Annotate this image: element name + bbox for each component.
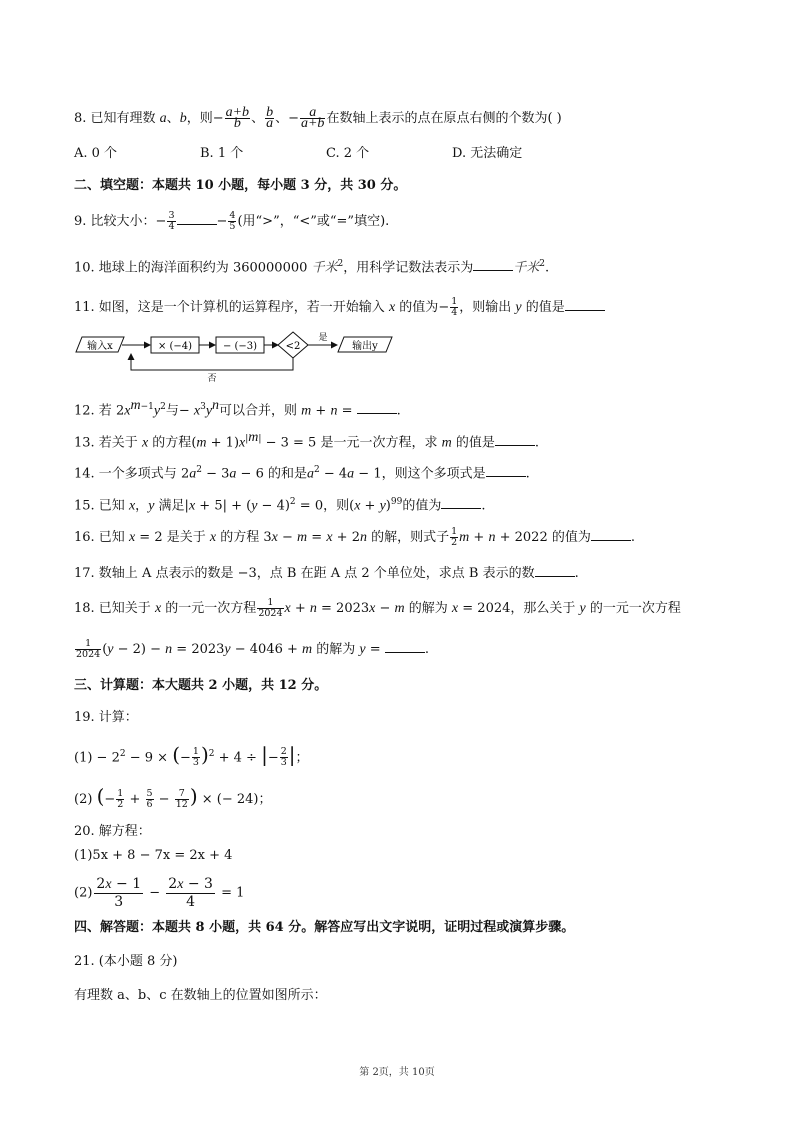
option-d: D. 无法确定 bbox=[452, 146, 523, 161]
question-19-part-2: (2) (− $\frac{1}{2}$ + $\frac{5}{6}$ − $\frac{7}{12}$ ) × (− 24)； bbox=[74, 784, 272, 810]
question-13: 13. 若关于 x 的方程$(m + 1)x^{|m|} - 3 = 5$ 是一元一次方程，求 m 的值是 . bbox=[74, 430, 539, 451]
output-label: 输出y bbox=[352, 341, 378, 352]
question-18-line-1: 18. 已知关于 x 的一元一次方程 $\frac{1}{2024}$ x + n = 2023x − m 的解为 x = 2024，那么关于 y 的一元一次方程 bbox=[74, 597, 681, 619]
question-19-title: 19. 计算： bbox=[74, 710, 138, 725]
question-15: 15. 已知 x，y 满足$|x + 5| + (y - 4)^2 = 0$，则$(x + y)^{99}$的值为 . bbox=[74, 492, 485, 516]
multiply-label: × (−4) bbox=[157, 341, 193, 352]
question-10: 10. 地球上的海洋面积约为 360000000 千米$^2$，用科学记数法表示为 千米$^2$. bbox=[74, 254, 549, 278]
option-a: A. 0 个 bbox=[74, 146, 118, 161]
section-4-heading: 四、解答题：本题共 8 小题，共 64 分。解答应写出文字说明，证明过程或演算步骤。 bbox=[74, 920, 575, 935]
question-14: 14. 一个多项式与 $2a^2 - 3a - 6$ 的和是$a^2 - 4a - 1$，则这个多项式是 . bbox=[74, 460, 530, 484]
question-20-part-1: (1)5x + 8 − 7x = 2x + 4 bbox=[74, 848, 233, 863]
question-21-title: 21. (本小题 8 分) bbox=[74, 954, 178, 969]
option-c: C. 2 个 bbox=[326, 146, 370, 161]
subtract-label: − (−3) bbox=[222, 341, 258, 352]
question-20-title: 20. 解方程： bbox=[74, 824, 151, 839]
question-20-part-2: (2) $\frac{2x - 1}{3}$ − $\frac{2x - 3}{4}$ = 1 bbox=[74, 876, 245, 910]
question-21-text: 有理数 a、b、c 在数轴上的位置如图所示： bbox=[74, 988, 327, 1003]
question-11: 11. 如图，这是一个计算机的运算程序，若一开始输入 x 的值为− $\frac{1}{4}$ ，则输出 y 的值是 bbox=[74, 296, 605, 318]
question-9: 9. 比较大小：− $\frac{3}{4}$ − $\frac{4}{5}$ (用“>”，“<”或“=”填空). bbox=[74, 210, 390, 232]
page-footer: 第 2页，共 10页 bbox=[359, 1067, 435, 1078]
question-16: 16. 已知 x = 2 是关于 x 的方程 3x − m = x + 2n 的解，则式子 $\frac{1}{2}$ m + n + 2022 的值为 . bbox=[74, 526, 635, 548]
question-12: 12. 若 $2x^{m-1}y^2$与− $x^3y^n$可以合并，则 m + n = . bbox=[74, 398, 401, 419]
input-label: 输入x bbox=[87, 341, 113, 352]
no-label: 否 bbox=[207, 374, 217, 384]
question-18-line-2: $\frac{1}{2024}$ (y − 2) − n = 2023y − 4046 + m 的解为 y = . bbox=[76, 638, 429, 660]
program-flowchart bbox=[74, 328, 404, 386]
yes-label: 是 bbox=[318, 333, 328, 343]
question-19-part-1: $(1) - 2^2 - 9$ × (− $\frac{1}{3}$ )$^2$ + 4 ÷ |− $\frac{2}{3}$ |； bbox=[74, 742, 309, 769]
condition-label: <2 bbox=[285, 341, 301, 352]
option-b: B. 1 个 bbox=[200, 146, 244, 161]
question-8: 8. 已知有理数 a、b，则− $\frac{a+b}{b}$ 、 $\frac{b}{a}$ 、− $\frac{a}{a+b}$ 在数轴上表示的点在原点右侧的个数为( ) bbox=[74, 105, 562, 131]
question-17: 17. 数轴上 A 点表示的数是 −3，点 B 在距 A 点 2 个单位处，求点 B 表示的数 . bbox=[74, 562, 579, 584]
question-8-options bbox=[74, 144, 578, 164]
loop-back-arrow bbox=[131, 354, 293, 370]
section-3-heading: 三、计算题：本大题共 2 小题，共 12 分。 bbox=[74, 678, 328, 693]
section-2-heading: 二、填空题：本题共 10 小题，每小题 3 分，共 30 分。 bbox=[74, 178, 407, 193]
